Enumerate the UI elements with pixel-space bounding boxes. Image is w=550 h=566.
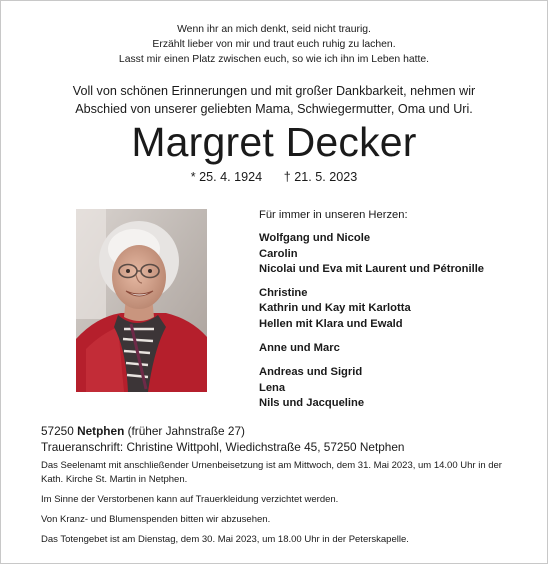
attire-note: Im Sinne der Verstorbenen kann auf Trauerkleidung verzichtet werden. — [41, 494, 339, 505]
mourner-group — [259, 231, 539, 277]
intro-line: Voll von schönen Erinnerungen und mit großer Dankbarkeit, nehmen wir — [72, 84, 476, 98]
funeral-note: Das Seelenamt mit anschließender Urnenbeisetzung ist am Mittwoch, dem 31. Mai 2023, um 14.00 Uhr in der Kath. Kirche St. Martin in Netphen. — [41, 460, 502, 485]
poem-line: Wenn ihr an mich denkt, seid nicht traurig. — [177, 24, 371, 35]
mourner-name: Andreas und Sigrid — [259, 366, 363, 379]
life-dates — [1, 169, 547, 185]
postcode: 57250 — [41, 424, 74, 438]
mourner-group — [259, 341, 539, 356]
intro-line: Abschied von unserer geliebten Mama, Schwiegermutter, Oma und Uri. — [75, 101, 473, 116]
poem-line: Erzählt lieber von mir und traut euch ruhig zu lachen. — [152, 39, 396, 51]
mourner-name: Anne und Marc — [259, 342, 340, 355]
deceased-name: Margret Decker — [131, 119, 417, 165]
mourner-name: Nils und Jacqueline — [259, 396, 365, 409]
town: Netphen — [77, 424, 125, 438]
portrait-photo — [76, 209, 207, 392]
mourning-address: Traueranschrift: Christine Wittpohl, Wiedichstraße 45, 57250 Netphen — [41, 440, 405, 454]
prayer-note: Das Totengebet ist am Dienstag, dem 30. Mai 2023, um 18.00 Uhr in der Peterskapelle. — [41, 534, 409, 545]
death-date: † 21. 5. 2023 — [283, 170, 358, 184]
mourner-name: Carolin — [259, 247, 298, 260]
former-address: (früher Jahnstraße 27) — [127, 424, 245, 438]
mourner-name: Nicolai und Eva mit Laurent und Pétronille — [259, 262, 485, 275]
mourner-name: Christine — [259, 287, 308, 300]
mourner-name: Kathrin und Kay mit Karlotta — [259, 302, 411, 315]
mourner-name: Wolfgang und Nicole — [259, 232, 371, 245]
birth-date: * 25. 4. 1924 — [190, 170, 263, 184]
mourners-list — [259, 208, 539, 420]
mourner-group — [259, 365, 539, 411]
mourner-group — [259, 286, 539, 332]
poem-line: Lasst mir einen Platz zwischen euch, so wie ich ihn im Leben hatte. — [118, 54, 430, 66]
intro-text — [1, 83, 547, 118]
flowers-note: Von Kranz- und Blumenspenden bitten wir abzusehen. — [41, 514, 271, 525]
poem — [1, 22, 547, 68]
footer-info — [41, 423, 511, 547]
mourner-name: Hellen mit Klara und Ewald — [259, 317, 403, 330]
mourners-intro: Für immer in unseren Herzen: — [259, 209, 408, 221]
home-address — [41, 423, 511, 439]
mourner-name: Lena — [259, 381, 286, 394]
